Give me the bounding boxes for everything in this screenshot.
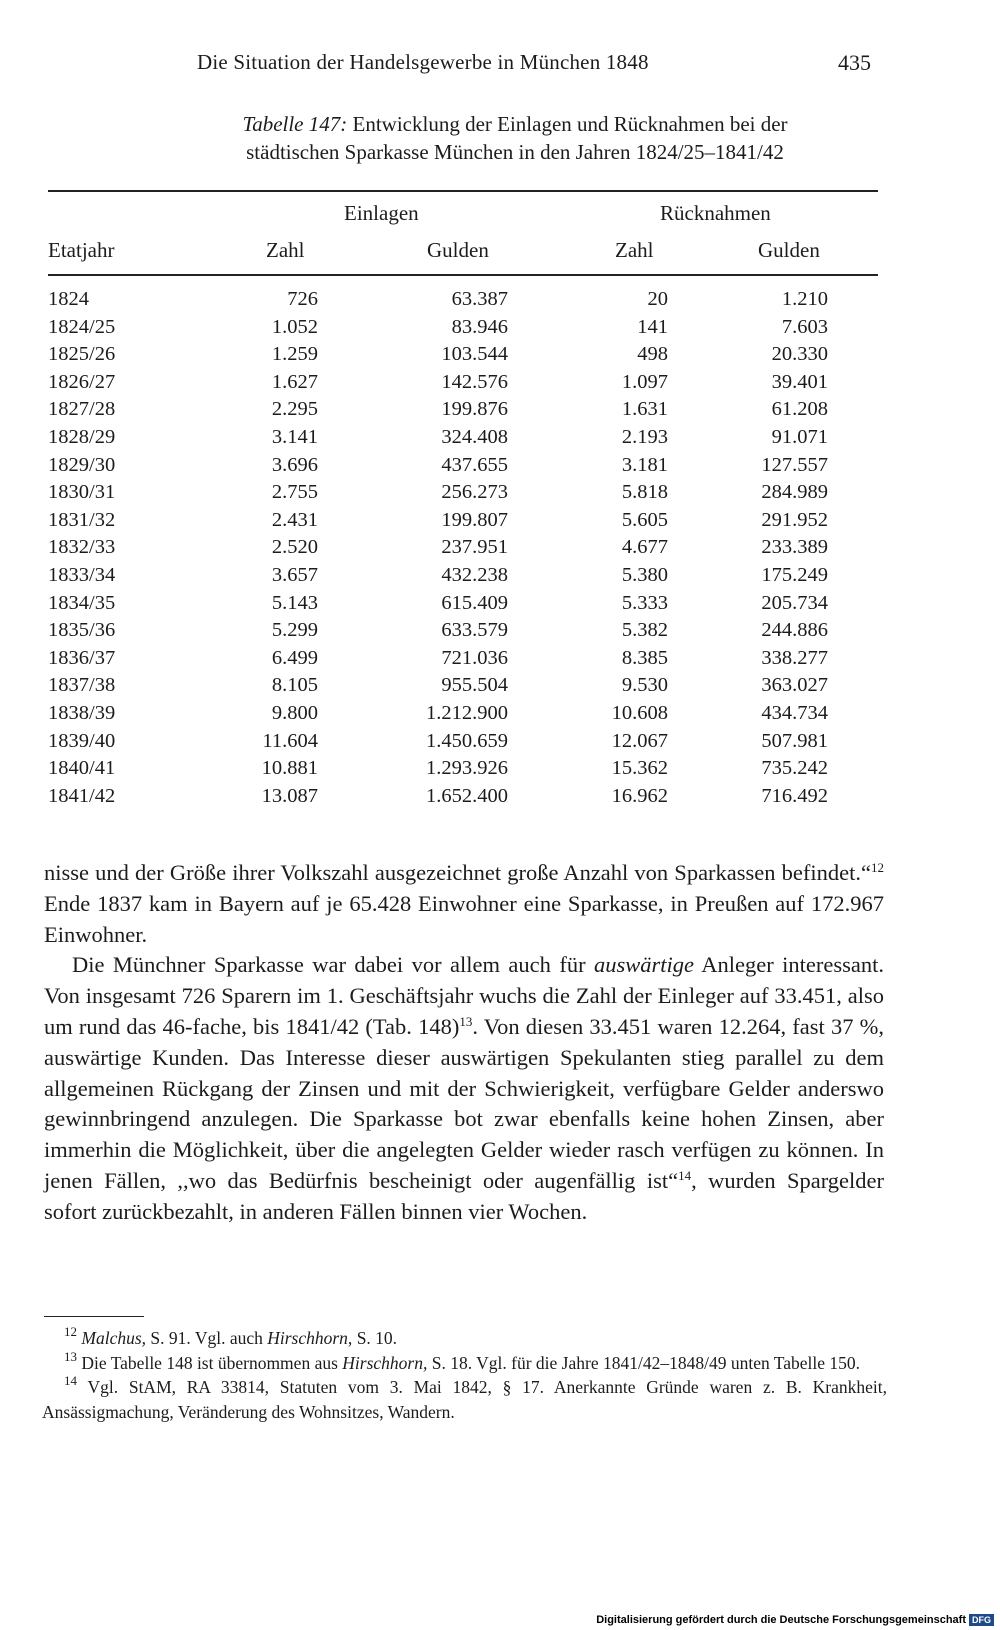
table-top-rule <box>48 190 878 192</box>
cell-ruecknahmen-gulden: 716.492 <box>761 784 828 807</box>
table-row <box>48 619 888 647</box>
cell-etatjahr: 1829/30 <box>48 453 116 476</box>
column-header-einlagen-zahl: Zahl <box>266 238 305 262</box>
table-row <box>48 343 888 371</box>
table-header-rule <box>48 274 878 276</box>
cell-einlagen-gulden: 256.273 <box>441 481 508 504</box>
dfg-logo: DFG <box>969 1614 994 1626</box>
cell-ruecknahmen-zahl: 3.181 <box>621 453 668 476</box>
cell-ruecknahmen-gulden: 735.242 <box>761 757 828 780</box>
cell-einlagen-gulden: 1.212.900 <box>426 701 508 724</box>
cell-ruecknahmen-gulden: 233.389 <box>761 536 828 559</box>
cell-ruecknahmen-gulden: 291.952 <box>761 508 828 531</box>
text-run: . Von diesen 33.451 waren 12.264, fast 37 %, auswärtige Kunden. Das Interesse dieser auswärtigen Spekulanten stieg parallel zu dem allgemeinen Rückgang der Zinsen und mit der Schwierigkeit, verfügbare Gelder anderswo gewinnbringend anzulegen. Die Sparkasse bot zwar ebenfalls keine hohen Zinsen, aber immerhin die Möglichkeit, über die angelegten Gelder wieder rasch verfügen zu können. In jenen Fällen, ,,wo das Bedürfnis bescheinigt oder augenfällig ist“ <box>44 1013 884 1193</box>
emphasis: Hirschhorn, <box>342 1352 428 1373</box>
cell-ruecknahmen-zahl: 20 <box>647 288 668 310</box>
cell-ruecknahmen-zahl: 1.097 <box>621 370 668 393</box>
table-row <box>48 398 888 426</box>
cell-etatjahr: 1827/28 <box>48 398 116 421</box>
text-run: S. 18. Vgl. für die Jahre 1841/42–1848/49 unten Tabelle 150. <box>427 1352 861 1373</box>
footnote-ref: 14 <box>678 1167 692 1183</box>
cell-etatjahr: 1837/38 <box>48 674 116 697</box>
cell-einlagen-gulden: 1.450.659 <box>426 729 508 752</box>
cell-einlagen-zahl: 2.431 <box>271 508 318 531</box>
cell-einlagen-zahl: 13.087 <box>261 784 318 807</box>
group-header-einlagen: Einlagen <box>344 201 419 225</box>
cell-etatjahr: 1826/27 <box>48 370 116 393</box>
cell-einlagen-zahl: 9.800 <box>271 701 318 724</box>
table-row <box>48 592 888 620</box>
cell-ruecknahmen-zahl: 10.608 <box>611 701 668 724</box>
footnote-number: 14 <box>64 1373 77 1388</box>
cell-einlagen-zahl: 6.499 <box>271 646 318 669</box>
footnote-ref: 13 <box>459 1013 473 1029</box>
cell-ruecknahmen-zahl: 12.067 <box>611 729 668 752</box>
cell-einlagen-gulden: 437.655 <box>441 453 508 476</box>
footnote-12 <box>42 1326 887 1351</box>
cell-ruecknahmen-zahl: 8.385 <box>621 646 668 669</box>
caption-line-2: städtischen Sparkasse München in den Jahren 1824/25–1841/42 <box>246 140 784 164</box>
text-run: , wurden Spargelder sofort zurückbezahlt, in anderen Fällen binnen vier Wochen. <box>44 1167 885 1224</box>
cell-etatjahr: 1824 <box>48 288 89 310</box>
table-row <box>48 730 888 758</box>
cell-ruecknahmen-zahl: 2.193 <box>621 425 668 448</box>
cell-etatjahr: 1834/35 <box>48 591 116 614</box>
cell-ruecknahmen-zahl: 5.333 <box>621 591 668 614</box>
table-row <box>48 647 888 675</box>
cell-einlagen-gulden: 142.576 <box>441 370 508 393</box>
table-row <box>48 481 888 509</box>
footnote-number: 12 <box>64 1324 77 1339</box>
table-row <box>48 454 888 482</box>
table-row <box>48 564 888 592</box>
footnote-ref: 12 <box>871 860 884 875</box>
text-run: Ende 1837 kam in Bayern auf je 65.428 Einwohner eine Sparkasse, in Preußen auf 172.967 Einwohner. <box>44 890 884 947</box>
cell-etatjahr: 1835/36 <box>48 619 116 642</box>
cell-einlagen-gulden: 199.807 <box>441 508 508 531</box>
data-table <box>48 288 888 812</box>
cell-einlagen-zahl: 1.052 <box>271 315 318 338</box>
cell-einlagen-gulden: 615.409 <box>441 591 508 614</box>
table-row <box>48 371 888 399</box>
cell-etatjahr: 1828/29 <box>48 425 116 448</box>
cell-ruecknahmen-zahl: 5.382 <box>621 619 668 642</box>
cell-einlagen-zahl: 2.295 <box>271 398 318 421</box>
cell-etatjahr: 1841/42 <box>48 784 116 807</box>
cell-ruecknahmen-gulden: 338.277 <box>761 646 828 669</box>
cell-einlagen-gulden: 633.579 <box>441 619 508 642</box>
cell-ruecknahmen-gulden: 363.027 <box>761 674 828 697</box>
cell-einlagen-gulden: 432.238 <box>441 563 508 586</box>
credit-text: Digitalisierung gefördert durch die Deutsche Forschungsgemeinschaft <box>596 1614 966 1626</box>
paragraph <box>44 950 884 1227</box>
cell-ruecknahmen-zahl: 16.962 <box>611 784 668 807</box>
cell-ruecknahmen-zahl: 15.362 <box>611 757 668 780</box>
cell-ruecknahmen-gulden: 39.401 <box>771 370 828 393</box>
cell-ruecknahmen-gulden: 507.981 <box>761 729 828 752</box>
group-header-ruecknahmen: Rücknahmen <box>660 201 771 225</box>
cell-etatjahr: 1838/39 <box>48 701 116 724</box>
cell-ruecknahmen-gulden: 91.071 <box>771 425 828 448</box>
cell-einlagen-gulden: 324.408 <box>441 425 508 448</box>
footnote-13 <box>42 1348 887 1376</box>
cell-einlagen-gulden: 103.544 <box>441 343 508 366</box>
column-header-ruecknahmen-gulden: Gulden <box>758 238 820 262</box>
cell-einlagen-zahl: 5.299 <box>271 619 318 642</box>
cell-einlagen-zahl: 1.259 <box>271 343 318 366</box>
cell-etatjahr: 1825/26 <box>48 343 116 366</box>
text-run: Vgl. StAM, RA 33814, Statuten vom 3. Mai 1842, § 17. Anerkannte Gründe waren z. B. Krankheit, Ansässigmachung, Veränderung des Wohnsitzes, Wandern. <box>42 1377 888 1422</box>
table-row <box>48 757 888 785</box>
footnotes <box>42 1326 887 1424</box>
table-row <box>48 536 888 564</box>
cell-einlagen-gulden: 237.951 <box>441 536 508 559</box>
page-number: 435 <box>838 50 871 75</box>
cell-etatjahr: 1839/40 <box>48 729 116 752</box>
cell-ruecknahmen-gulden: 205.734 <box>761 591 828 614</box>
cell-etatjahr: 1831/32 <box>48 508 116 531</box>
column-header-einlagen-gulden: Gulden <box>427 238 489 262</box>
cell-etatjahr: 1832/33 <box>48 536 116 559</box>
cell-einlagen-zahl: 8.105 <box>271 674 318 697</box>
footnote-14 <box>42 1375 887 1424</box>
cell-ruecknahmen-zahl: 1.631 <box>621 398 668 421</box>
cell-ruecknahmen-gulden: 175.249 <box>761 563 828 586</box>
cell-etatjahr: 1824/25 <box>48 315 116 338</box>
digitization-credit <box>596 1614 994 1626</box>
text-run: Die Münchner Sparkasse war dabei vor allem auch für <box>72 952 595 978</box>
cell-einlagen-gulden: 721.036 <box>441 646 508 669</box>
cell-ruecknahmen-zahl: 4.677 <box>621 536 668 559</box>
table-row <box>48 288 888 316</box>
caption-label: Tabelle 147: <box>242 112 348 136</box>
cell-einlagen-gulden: 955.504 <box>441 674 508 697</box>
running-title: Die Situation der Handelsgewerbe in München 1848 <box>197 50 649 74</box>
cell-ruecknahmen-gulden: 127.557 <box>761 453 828 476</box>
caption-line-1: Entwicklung der Einlagen und Rücknahmen bei der <box>352 112 788 136</box>
emphasis: Malchus, <box>81 1328 147 1348</box>
footnote-rule <box>44 1316 144 1317</box>
table-row <box>48 674 888 702</box>
paragraph <box>44 858 884 950</box>
cell-etatjahr: 1836/37 <box>48 646 116 669</box>
text-run: S. 10. <box>352 1328 398 1348</box>
cell-ruecknahmen-gulden: 284.989 <box>761 481 828 504</box>
cell-einlagen-zahl: 5.143 <box>271 591 318 614</box>
cell-ruecknahmen-zahl: 5.605 <box>621 508 668 531</box>
column-header-etatjahr: Etatjahr <box>48 238 115 262</box>
cell-einlagen-gulden: 199.876 <box>441 398 508 421</box>
cell-einlagen-zahl: 3.696 <box>271 453 318 476</box>
cell-einlagen-zahl: 10.881 <box>261 757 318 780</box>
cell-einlagen-gulden: 1.652.400 <box>426 784 508 807</box>
cell-ruecknahmen-gulden: 244.886 <box>761 619 828 642</box>
table-row <box>48 509 888 537</box>
cell-einlagen-gulden: 63.387 <box>451 288 508 310</box>
cell-ruecknahmen-zahl: 5.380 <box>621 563 668 586</box>
cell-einlagen-zahl: 2.520 <box>271 536 318 559</box>
cell-einlagen-zahl: 3.657 <box>271 563 318 586</box>
footnote-number: 13 <box>64 1348 77 1364</box>
cell-einlagen-zahl: 3.141 <box>271 425 318 448</box>
cell-ruecknahmen-gulden: 20.330 <box>771 343 828 366</box>
text-run: nisse und der Größe ihrer Volkszahl ausgezeichnet große Anzahl von Sparkassen befindet.“ <box>44 860 871 885</box>
table-row <box>48 702 888 730</box>
cell-einlagen-zahl: 726 <box>287 288 318 310</box>
text-run: Anleger interessant. Von insgesamt 726 Sparern im 1. Geschäftsjahr wuchs die Zahl der Einleger auf 33.451, also um rund das 46-fache, bis 1841/42 (Tab. 148) <box>44 952 884 1039</box>
text-run: S. 91. Vgl. auch <box>146 1328 268 1348</box>
body-text <box>44 858 884 1228</box>
cell-ruecknahmen-gulden: 61.208 <box>771 398 828 421</box>
column-header-ruecknahmen-zahl: Zahl <box>615 238 654 262</box>
cell-einlagen-zahl: 1.627 <box>271 370 318 393</box>
emphasis: Hirschhorn, <box>267 1328 353 1348</box>
text-run: Die Tabelle 148 ist übernommen aus <box>81 1352 343 1373</box>
cell-ruecknahmen-zahl: 5.818 <box>621 481 668 504</box>
cell-etatjahr: 1833/34 <box>48 563 116 586</box>
cell-ruecknahmen-gulden: 1.210 <box>781 288 828 310</box>
table-row <box>48 785 888 813</box>
cell-ruecknahmen-gulden: 434.734 <box>761 701 828 724</box>
cell-einlagen-gulden: 83.946 <box>451 315 508 338</box>
cell-ruecknahmen-zahl: 498 <box>637 343 668 366</box>
cell-ruecknahmen-gulden: 7.603 <box>781 315 828 338</box>
cell-etatjahr: 1840/41 <box>48 757 116 780</box>
cell-ruecknahmen-zahl: 9.530 <box>621 674 668 697</box>
table-row <box>48 426 888 454</box>
emphasis: auswärtige <box>594 952 695 978</box>
cell-etatjahr: 1830/31 <box>48 481 116 504</box>
cell-ruecknahmen-zahl: 141 <box>637 315 668 338</box>
table-caption <box>100 110 930 166</box>
cell-einlagen-zahl: 11.604 <box>262 729 318 752</box>
cell-einlagen-zahl: 2.755 <box>271 481 318 504</box>
table-row <box>48 316 888 344</box>
cell-einlagen-gulden: 1.293.926 <box>426 757 508 780</box>
